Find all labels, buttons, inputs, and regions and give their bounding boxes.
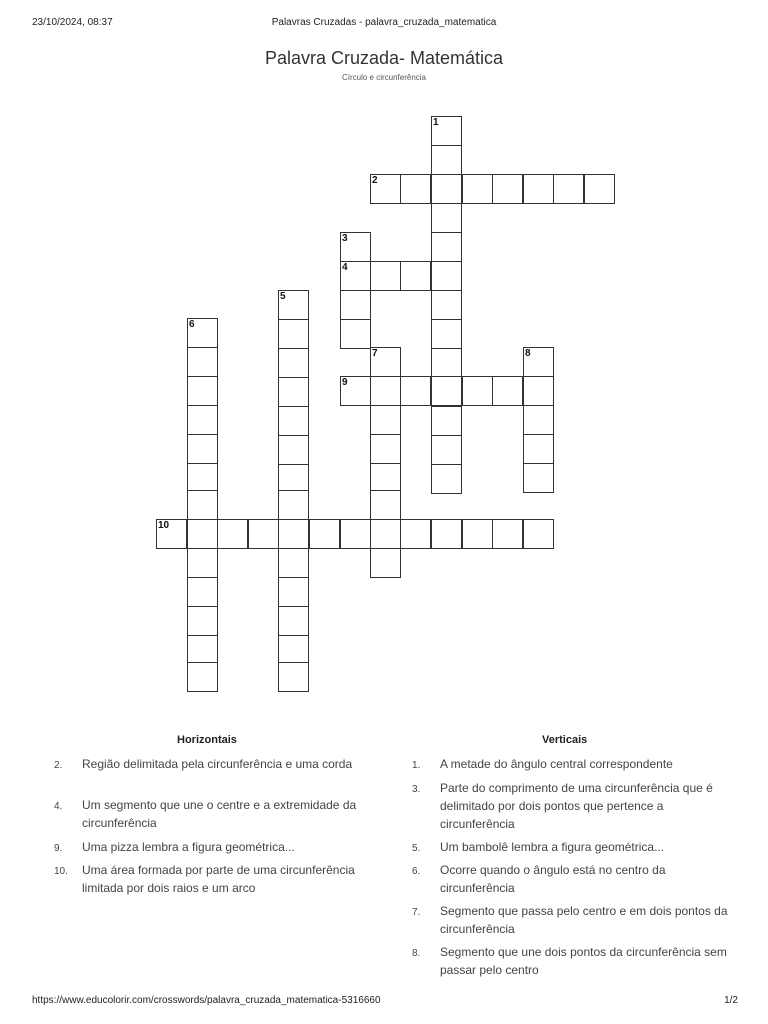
grid-cell[interactable] [278,548,309,578]
grid-cell[interactable] [400,261,431,291]
print-page-number: 1/2 [724,995,738,1006]
grid-cell[interactable] [187,548,218,578]
clue-number: 6 [189,319,195,330]
grid-cell[interactable] [523,405,554,435]
grid-cell[interactable] [523,376,554,406]
grid-cell[interactable] [431,319,462,349]
grid-cell[interactable] [370,519,401,549]
grid-cell[interactable] [431,290,462,320]
clue-item-number: 7. [412,907,421,918]
grid-cell[interactable] [492,174,523,204]
clue-item-text: A metade do ângulo central correspondente [440,757,673,771]
clue-item-text: Uma área formada por parte de uma circunferência limitada por dois raios e um arco [82,863,355,895]
grid-cell[interactable] [584,174,615,204]
grid-cell[interactable] [431,261,462,291]
grid-cell[interactable] [400,519,431,549]
grid-cell[interactable] [309,519,340,549]
grid-cell[interactable] [523,347,554,377]
grid-cell[interactable] [400,376,431,406]
puzzle-title: Palavra Cruzada- Matemática [264,48,504,68]
grid-cell[interactable] [431,174,462,204]
grid-cell[interactable] [431,203,462,233]
print-footer-url: https://www.educolorir.com/crosswords/palavra_cruzada_matematica-5316660 [32,995,381,1006]
clue-item-text: Parte do comprimento de uma circunferência que é delimitado por dois pontos que pertence a circunferência [440,781,713,831]
grid-cell[interactable] [462,519,493,549]
grid-cell[interactable] [431,435,462,465]
grid-cell[interactable] [340,376,371,406]
grid-cell[interactable] [370,174,401,204]
grid-cell[interactable] [187,577,218,607]
print-header-title: Palavras Cruzadas - palavra_cruzada_matematica [271,17,497,28]
grid-cell[interactable] [187,606,218,636]
clue-item-number: 2. [54,760,63,771]
grid-cell[interactable] [278,290,309,320]
grid-cell[interactable] [400,174,431,204]
clue-item-number: 3. [412,784,421,795]
clue-item-text: Um bambolê lembra a figura geométrica... [440,840,665,854]
grid-cell[interactable] [370,347,401,377]
grid-cell[interactable] [523,519,554,549]
clue-item-number: 5. [412,843,421,854]
clue-item-text: Um segmento que une o centre e a extremidade da circunferência [82,798,357,830]
grid-cell[interactable] [187,519,218,549]
grid-cell[interactable] [187,490,218,520]
grid-cell[interactable] [187,662,218,692]
grid-cell[interactable] [431,232,462,262]
grid-cell[interactable] [370,463,401,493]
clue-number: 5 [280,291,286,302]
clue-number: 3 [342,233,348,244]
grid-cell[interactable] [187,318,218,348]
grid-cell[interactable] [492,519,523,549]
grid-cell[interactable] [431,376,462,406]
grid-cell[interactable] [278,377,309,407]
grid-cell[interactable] [278,519,309,549]
grid-cell[interactable] [370,548,401,578]
grid-cell[interactable] [278,406,309,436]
grid-cell[interactable] [340,319,371,349]
grid-cell[interactable] [431,145,462,175]
grid-cell[interactable] [431,116,462,146]
clue-item-number: 9. [54,843,63,854]
grid-cell[interactable] [431,464,462,494]
grid-cell[interactable] [431,406,462,436]
grid-cell[interactable] [156,519,187,549]
grid-cell[interactable] [553,174,584,204]
grid-cell[interactable] [278,662,309,692]
grid-cell[interactable] [370,490,401,520]
grid-cell[interactable] [278,348,309,378]
grid-cell[interactable] [370,405,401,435]
grid-cell[interactable] [340,261,371,291]
grid-cell[interactable] [523,434,554,464]
clue-item-number: 1. [412,760,421,771]
grid-cell[interactable] [370,376,401,406]
clue-number: 8 [525,348,531,359]
grid-cell[interactable] [340,519,371,549]
verticais-heading: Verticais [542,734,588,746]
grid-cell[interactable] [462,376,493,406]
grid-cell[interactable] [340,232,371,262]
grid-cell[interactable] [278,319,309,349]
grid-cell[interactable] [187,635,218,665]
clue-item-text: Ocorre quando o ângulo está no centro da circunferência [440,863,666,895]
grid-cell[interactable] [370,434,401,464]
grid-cell[interactable] [187,463,218,493]
clue-item-text: Uma pizza lembra a figura geométrica... [82,840,295,854]
grid-cell[interactable] [278,435,309,465]
clue-number: 7 [372,348,378,359]
grid-cell[interactable] [340,290,371,320]
horizontais-heading: Horizontais [177,734,237,746]
clue-item-text: Região delimitada pela circunferência e uma corda [82,757,353,771]
grid-cell[interactable] [187,376,218,406]
grid-cell[interactable] [370,261,401,291]
grid-cell[interactable] [523,463,554,493]
grid-cell[interactable] [431,348,462,378]
grid-cell[interactable] [431,519,462,549]
clue-item-number: 10. [54,866,68,877]
grid-cell[interactable] [217,519,248,549]
clue-item-text: Segmento que passa pelo centro e em dois pontos da circunferência [440,904,728,936]
grid-cell[interactable] [248,519,279,549]
grid-cell[interactable] [523,174,554,204]
grid-cell[interactable] [462,174,493,204]
clue-number: 4 [342,262,348,273]
clue-item-number: 4. [54,801,63,812]
grid-cell[interactable] [278,606,309,636]
puzzle-subtitle: Círculo e circunferência [341,73,427,82]
clue-item-text: Segmento que une dois pontos da circunferência sem passar pelo centro [440,945,727,977]
clue-number: 1 [433,117,439,128]
grid-cell[interactable] [187,347,218,377]
clue-item-number: 6. [412,866,421,877]
grid-cell[interactable] [187,405,218,435]
grid-cell[interactable] [492,376,523,406]
grid-cell[interactable] [278,635,309,665]
clue-item-number: 8. [412,948,421,959]
grid-cell[interactable] [187,434,218,464]
grid-cell[interactable] [278,490,309,520]
clue-number: 9 [342,377,348,388]
clue-number: 10 [158,520,170,531]
print-date: 23/10/2024, 08:37 [32,17,113,28]
clue-number: 2 [372,175,378,186]
grid-cell[interactable] [278,577,309,607]
